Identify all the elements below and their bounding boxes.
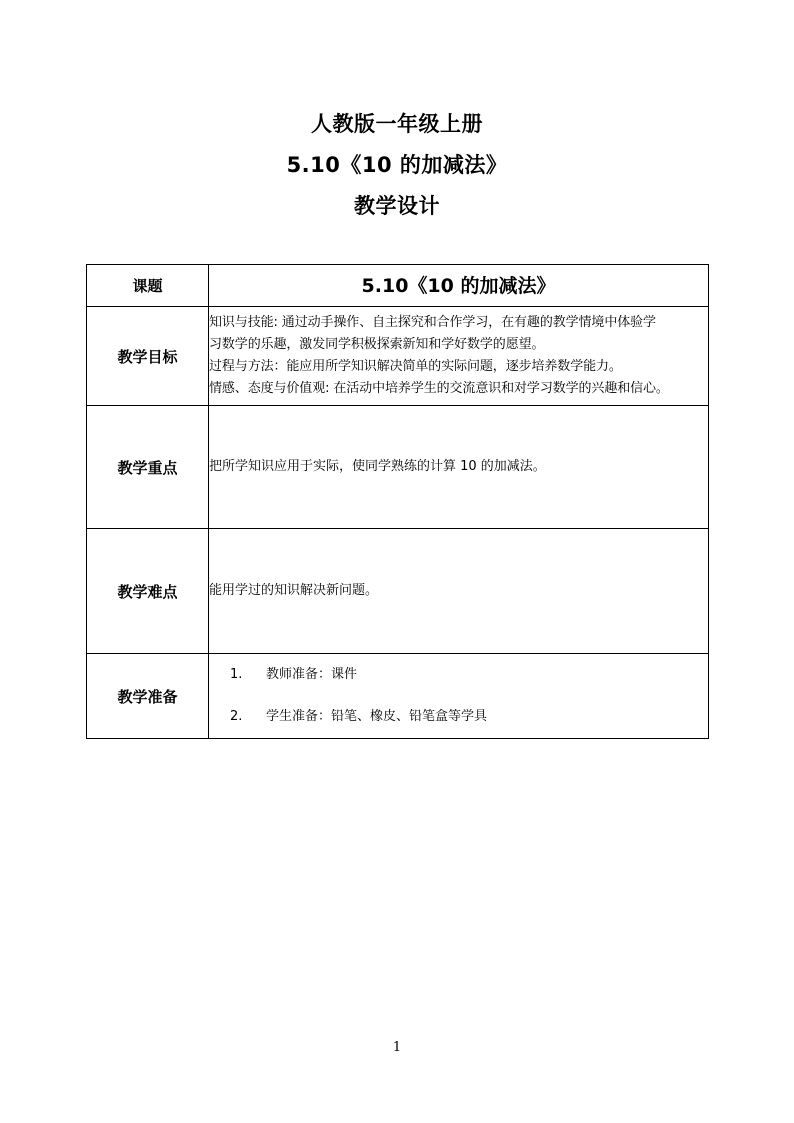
objectives-content xyxy=(209,307,709,406)
preparation-label: 教学准备 xyxy=(87,654,209,739)
table-row-difficulties xyxy=(87,529,709,654)
objective-line: 过程与方法：能应用所学知识解决简单的实际问题，逐步培养数学能力。 xyxy=(209,359,622,374)
preparation-list xyxy=(209,654,708,738)
preparation-content xyxy=(209,654,709,739)
key-points-value: 把所学知识应用于实际，使同学熟练的计算 10 的加减法。 xyxy=(209,406,709,529)
lesson-plan-table xyxy=(86,264,709,739)
list-item xyxy=(209,654,708,696)
objective-line: 情感、态度与价值观: 在活动中培养学生的交流意识和对学习数学的兴趣和信心。 xyxy=(209,381,669,396)
list-item-number: 2. xyxy=(230,709,243,724)
difficulties-label: 教学难点 xyxy=(87,529,209,654)
title-textbook: 人教版一年级上册 xyxy=(311,112,483,136)
table-row-objectives xyxy=(87,307,709,406)
document-title-block xyxy=(0,104,794,227)
table-row-preparation xyxy=(87,654,709,739)
objective-line: 知识与技能: 通过动手操作、自主探究和合作学习，在有趣的教学情境中体验学 xyxy=(209,315,656,330)
title-lesson: 5.10《10 的加减法》 xyxy=(286,153,508,177)
table-row-key-points xyxy=(87,406,709,529)
difficulties-value: 能用学过的知识解决新问题。 xyxy=(209,529,709,654)
page-number: 1 xyxy=(392,1040,402,1055)
objectives-label: 教学目标 xyxy=(87,307,209,406)
key-points-label: 教学重点 xyxy=(87,406,209,529)
list-item-number: 1. xyxy=(230,667,243,682)
topic-label: 课题 xyxy=(87,265,209,307)
topic-value: 5.10《10 的加减法》 xyxy=(209,265,709,307)
list-item-text: 学生准备：铅笔、橡皮、铅笔盒等学具 xyxy=(266,709,488,724)
list-item-text: 教师准备：课件 xyxy=(266,667,358,682)
list-item xyxy=(209,696,708,738)
title-doc-type: 教学设计 xyxy=(354,194,440,218)
objective-line: 习数学的乐趣，激发同学积极探索新知和学好数学的愿望。 xyxy=(209,337,545,352)
table-row-topic xyxy=(87,265,709,307)
